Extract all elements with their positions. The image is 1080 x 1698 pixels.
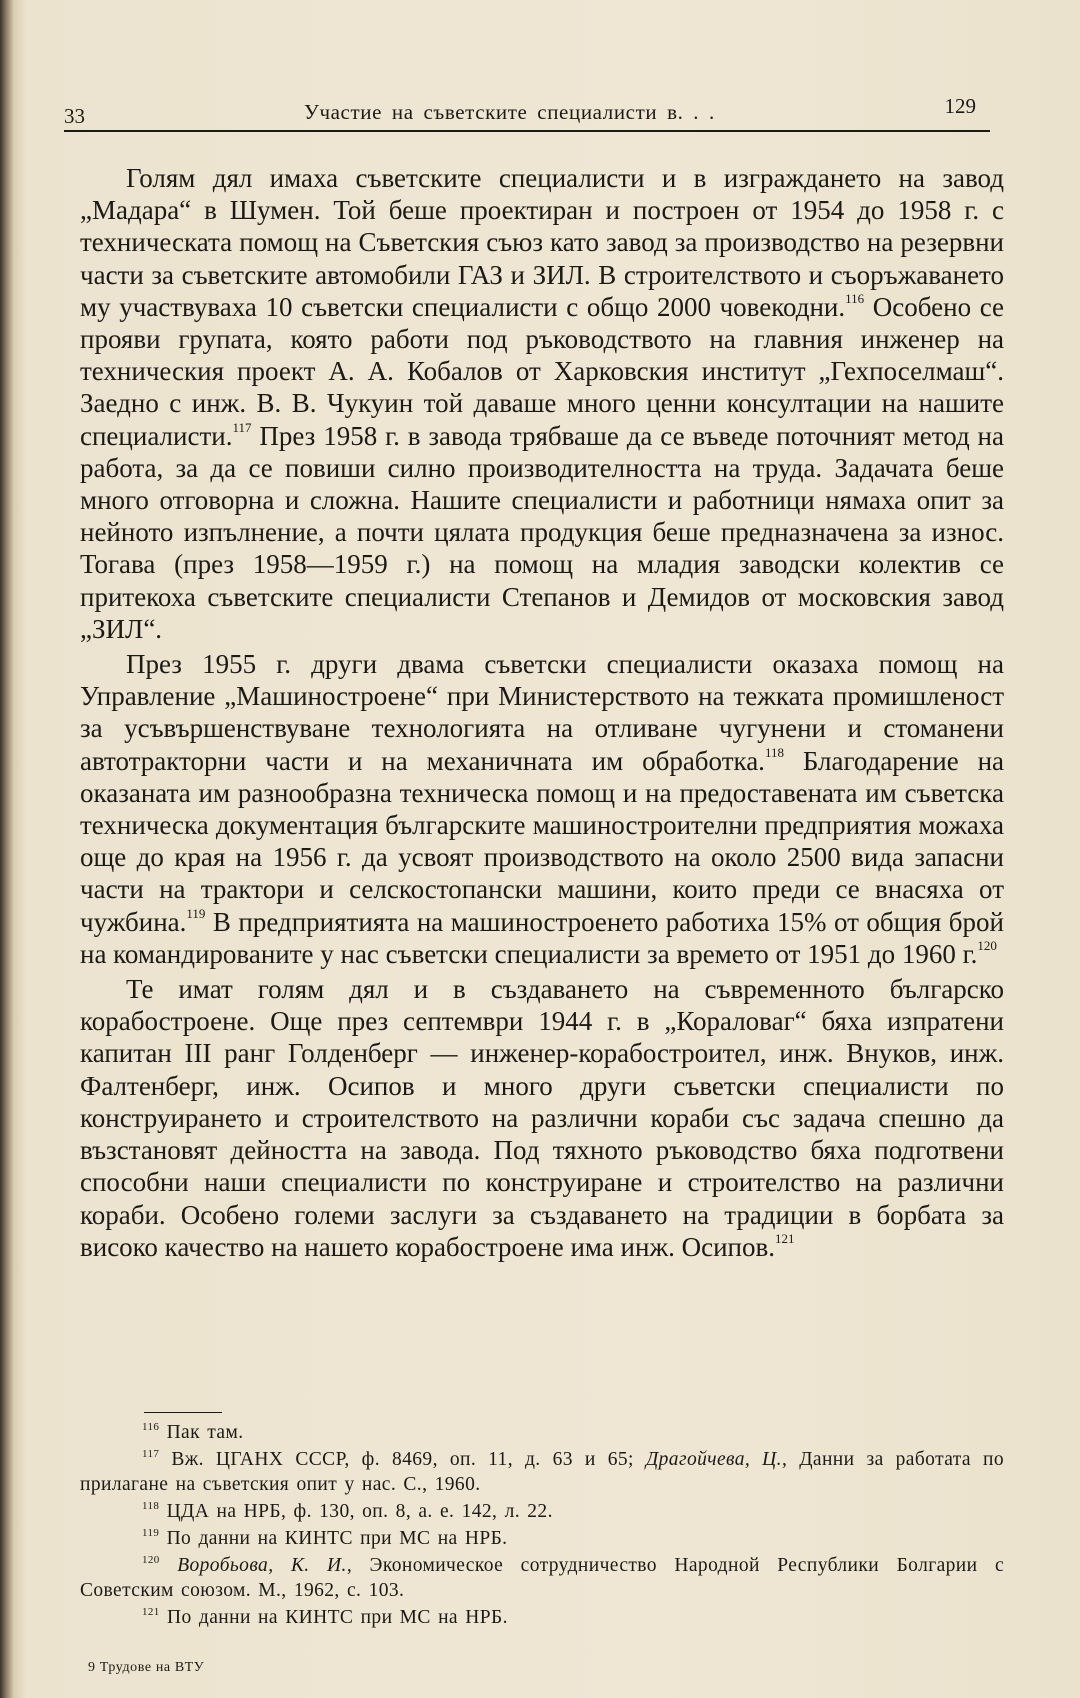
footnote <box>80 1553 1004 1603</box>
text-run: , Экономическое сотрудничество Народной Республики Болгарии с Советским союзом. М., 1962, с. 103. <box>80 1555 1004 1601</box>
footnote-number: 121 <box>142 1606 160 1618</box>
footnote <box>80 1605 1004 1630</box>
footnote-rule <box>144 1412 222 1413</box>
text-run: Пак там. <box>166 1422 244 1443</box>
main-text <box>80 162 1004 1263</box>
footnote <box>80 1499 1004 1524</box>
footnote <box>80 1447 1004 1497</box>
paragraph <box>80 648 1004 970</box>
footnote-ref: 117 <box>232 419 252 435</box>
text-run: Особено се прояви групата, която работи под ръководството на главния инженер на техническия проект А. А. Кобалов от Харковския институт „Гехпоселмаш“. Заедно с инж. В. В. Чукуин той даваше много ценни консултации на нашите специалисти. <box>80 291 1004 451</box>
paragraph <box>80 973 1004 1263</box>
footnote-ref: 121 <box>774 1230 795 1246</box>
text-run: , Данни за работата по прилагане на съветския опит у нас. С., 1960. <box>80 1449 1004 1495</box>
running-title: Участие на съветските специалисти в. . . <box>304 100 715 124</box>
text-run: ЦДА на НРБ, ф. 130, оп. 8, а. е. 142, л. 22. <box>166 1501 553 1522</box>
signature-mark: 9 Трудове на ВТУ <box>88 1660 205 1675</box>
footnote-number: 119 <box>142 1527 160 1539</box>
footnotes <box>80 1420 1004 1632</box>
footnote-number: 116 <box>142 1421 160 1433</box>
page-number-left: 33 <box>64 104 85 128</box>
footnote-number: 118 <box>142 1500 160 1512</box>
text-run: По данни на КИНТС при МС на НРБ. <box>166 1607 508 1628</box>
text-run: Голям дял имаха съветските специалисти и в изграждането на завод „Мадара“ в Шумен. Той беше проектиран и построен от 1954 до 1958 г. с техническата помощ на Съветския съюз като завод за производство на резервни части за съветските автомобили ГАЗ и ЗИЛ. В строителството и съоръжаването му участвуваха 10 съветски специалисти с общо 2000 човекодни. <box>80 163 1004 322</box>
footnote <box>80 1420 1004 1445</box>
text-run: Те имат голям дял и в създаването на съвременното българско корабостроене. Още през септември 1944 г. в „Кораловаг“ бяха изпратени капитан III ранг Голденберг — инженер-корабостроител, инж. Внуков, инж. Фалтенберг, инж. Осипов и много други съветски специалисти по конструирането и строителството на различни кораби със задача спешно да възстановят дейността на завода. Под тяхното ръководство бяха подготвени способни наши специалисти по конструиране и строителство на различни кораби. Особено големи заслуги за създаването на традиции в борбата за високо качество на нашето корабостроене има инж. Осипов. <box>80 974 1004 1262</box>
italic-text: Драгойчева, Ц. <box>645 1449 782 1470</box>
footnote-ref: 118 <box>764 744 784 760</box>
text-run: Вж. ЦГАНХ СССР, ф. 8469, оп. 11, д. 63 и 65; <box>171 1449 646 1470</box>
text-run: По данни на КИНТС при МС на НРБ. <box>166 1528 508 1549</box>
italic-text: Воробьова, К. И. <box>177 1555 347 1576</box>
footnote-ref: 116 <box>845 290 865 306</box>
text-run: През 1955 г. други двама съветски специалисти оказаха помощ на Управление „Машиностроене“ при Министерството на тежката промишленост за усъвършенствуване технологията на отливане чугунени и стоманени автотракторни части и на механичната им обработка. <box>80 649 1004 776</box>
paragraph <box>80 162 1004 645</box>
text-run: Благодарение на оказаната им разнообразна техническа помощ и на предоставената им съветска техническа документация българските машиностроителни предприятия можаха още до края на 1956 г. да усвоят производството на около 2500 вида запасни части на трактори и селскостопански машини, които преди се внасяха от чужбина. <box>80 745 1004 937</box>
running-header <box>64 96 990 132</box>
page-number-right: 129 <box>944 94 976 118</box>
footnote-ref: 119 <box>186 905 206 921</box>
text-run: В предприятията на машиностроенето работиха 15% от общия брой на командированите у нас съветски специалисти за времето от 1951 до 1960 г. <box>80 906 1004 969</box>
footnote-ref: 120 <box>977 937 997 953</box>
footnote-number: 120 <box>142 1554 160 1566</box>
footnote-number: 117 <box>142 1448 160 1460</box>
text-run: През 1958 г. в завода трябваше да се въведе поточният метод на работа, за да се повиши силно производителността на труда. Задачата беше много отговорна и сложна. Нашите специалисти и работници нямаха опит за нейното изпълнение, а почти цялата продукция беше предназначена за износ. Тогава (през 1958—1959 г.) на помощ на младия заводски колектив се притекоха съветските специалисти Степанов и Демидов от московския завод „ЗИЛ“. <box>80 420 1004 644</box>
footnote <box>80 1526 1004 1551</box>
header-rule <box>64 130 990 132</box>
